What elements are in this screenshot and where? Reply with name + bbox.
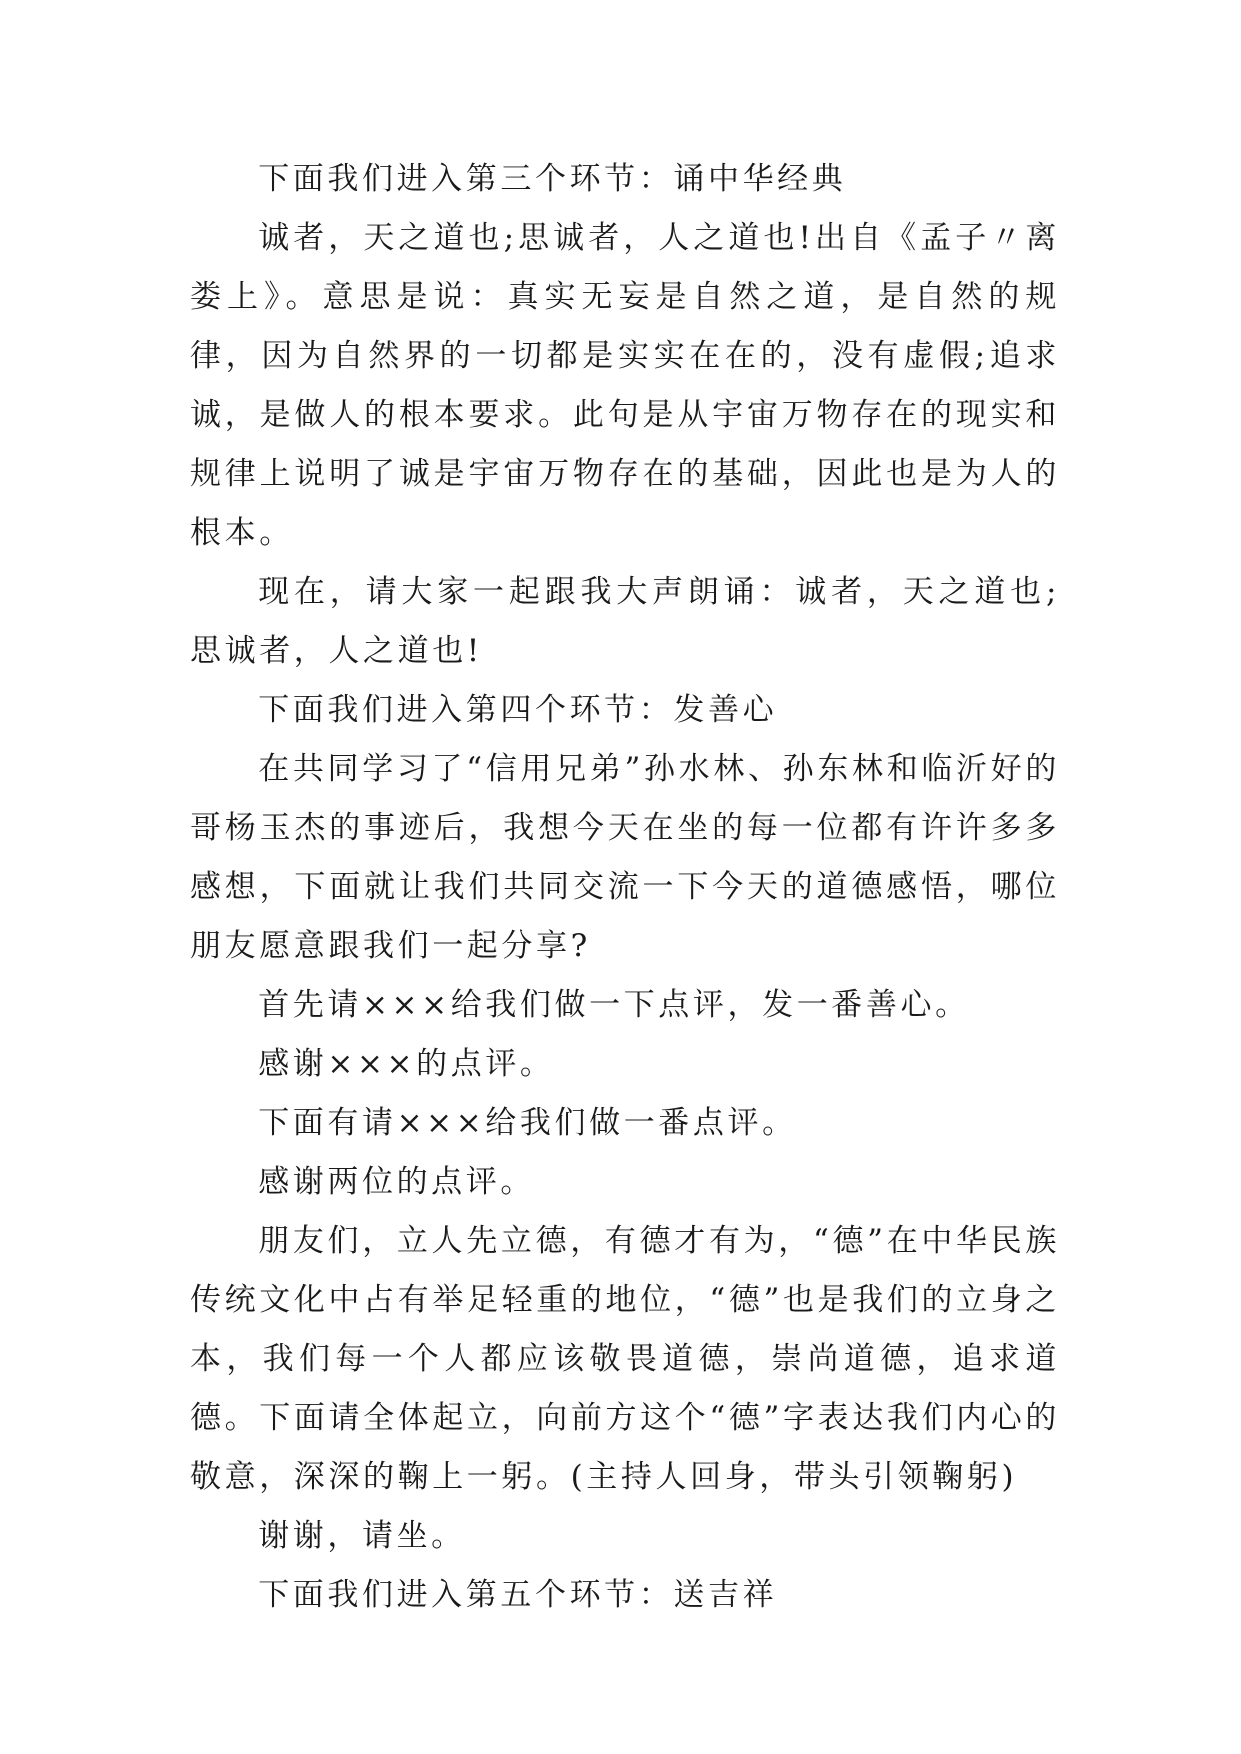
paragraph-first-comment: 首先请×××给我们做一下点评，发一番善心。 bbox=[258, 987, 970, 1023]
paragraph-share-reflections: 在共同学习了“信用兄弟”孙水林、孙东林和临沂好的哥杨玉杰的事迹后，我想今天在坐的每一位都有许许多多感想，下面就让我们共同交流一下今天的道德感悟，哪位朋友愿意跟我们一起分享? bbox=[190, 751, 1060, 964]
paragraph-second-comment: 下面有请×××给我们做一番点评。 bbox=[258, 1105, 797, 1141]
paragraph-please-sit: 谢谢，请坐。 bbox=[258, 1518, 466, 1554]
paragraph-thanks-first: 感谢×××的点评。 bbox=[258, 1046, 555, 1082]
paragraph-mencius-quote: 诚者，天之道也;思诚者，人之道也!出自《孟子〃离娄上》。意思是说：真实无妄是自然之道，是自然的规律，因为自然界的一切都是实实在在的，没有虚假;追求诚，是做人的根本要求。此句是从宇宙万物存在的现实和规律上说明了诚是宇宙万物存在的基础，因此也是为人的根本。 bbox=[190, 220, 1060, 551]
paragraph-section-five-heading: 下面我们进入第五个环节：送吉祥 bbox=[258, 1577, 778, 1613]
paragraph-thanks-both: 感谢两位的点评。 bbox=[258, 1164, 535, 1200]
paragraph-virtue-bow: 朋友们，立人先立德，有德才有为，“德”在中华民族传统文化中占有举足轻重的地位，“德”也是我们的立身之本，我们每一个人都应该敬畏道德，崇尚道德，追求道德。下面请全体起立，向前方这个“德”字表达我们内心的敬意，深深的鞠上一躬。(主持人回身，带头引领鞠躬) bbox=[190, 1223, 1060, 1495]
paragraph-section-three-heading: 下面我们进入第三个环节：诵中华经典 bbox=[258, 161, 847, 197]
paragraph-recite-together: 现在，请大家一起跟我大声朗诵：诚者，天之道也;思诚者，人之道也! bbox=[190, 574, 1060, 669]
document-body bbox=[190, 150, 1060, 1625]
paragraph-section-four-heading: 下面我们进入第四个环节：发善心 bbox=[258, 692, 778, 728]
